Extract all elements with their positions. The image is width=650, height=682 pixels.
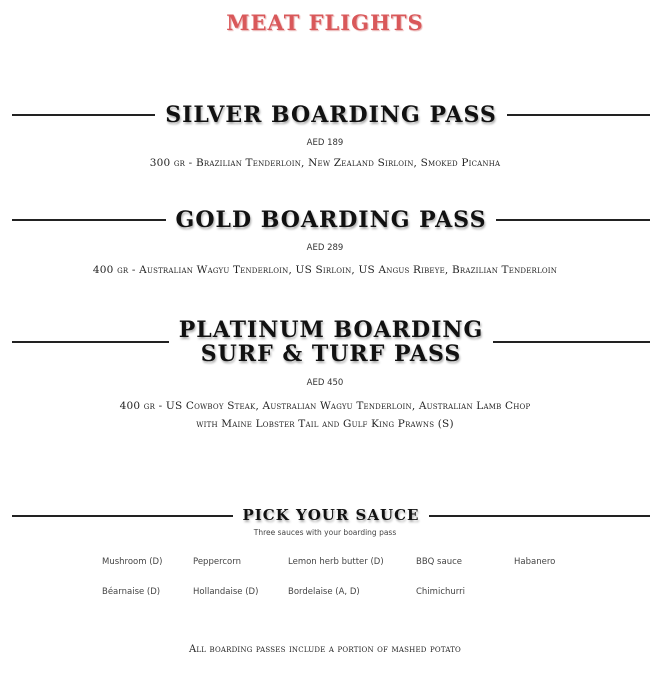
- gold-heading: [12, 208, 650, 232]
- sauce-heading: [12, 507, 650, 524]
- platinum-desc-2: with Maine Lobster Tail and Gulf King Prawns (S): [196, 418, 454, 430]
- divider: [12, 341, 169, 343]
- silver-price: AED 189: [306, 138, 344, 148]
- silver-heading: [12, 103, 650, 127]
- divider: [496, 219, 650, 221]
- divider: [429, 515, 650, 517]
- page-title: MEAT FLIGHTS: [226, 10, 424, 35]
- divider: [12, 515, 233, 517]
- sauce-item: Peppercorn: [193, 557, 241, 567]
- divider: [493, 341, 650, 343]
- sauce-item: BBQ sauce: [416, 557, 462, 567]
- gold-price: AED 289: [306, 243, 344, 253]
- platinum-title-line1: PLATINUM BOARDING: [178, 317, 484, 343]
- divider: [12, 114, 155, 116]
- platinum-heading: [12, 318, 650, 366]
- divider: [507, 114, 650, 116]
- platinum-price: AED 450: [306, 378, 344, 388]
- gold-desc: 400 gr - Australian Wagyu Tenderloin, US Sirloin, US Angus Ribeye, Brazilian Tenderloin: [92, 264, 558, 276]
- platinum-title-line2: SURF & TURF PASS: [200, 341, 462, 367]
- sauce-item: Bordelaise (A, D): [288, 587, 360, 597]
- footer-note: All boarding passes include a portion of mashed potato: [188, 644, 461, 655]
- silver-title: SILVER BOARDING PASS: [165, 102, 497, 128]
- sauce-subtitle: Three sauces with your boarding pass: [253, 528, 397, 537]
- sauce-title: PICK YOUR SAUCE: [242, 506, 420, 524]
- gold-title: GOLD BOARDING PASS: [175, 207, 487, 233]
- sauce-item: Chimichurri: [416, 587, 465, 597]
- divider: [12, 219, 166, 221]
- sauce-item: Habanero: [514, 557, 556, 567]
- platinum-desc-1: 400 gr - US Cowboy Steak, Australian Wagyu Tenderloin, Australian Lamb Chop: [119, 400, 531, 412]
- sauce-item: Béarnaise (D): [102, 587, 161, 597]
- sauce-item: Hollandaise (D): [193, 587, 259, 597]
- platinum-title: [169, 318, 494, 366]
- silver-desc: 300 gr - Brazilian Tenderloin, New Zealand Sirloin, Smoked Picanha: [149, 157, 501, 169]
- sauce-item: Mushroom (D): [102, 557, 163, 567]
- sauce-item: Lemon herb butter (D): [288, 557, 384, 567]
